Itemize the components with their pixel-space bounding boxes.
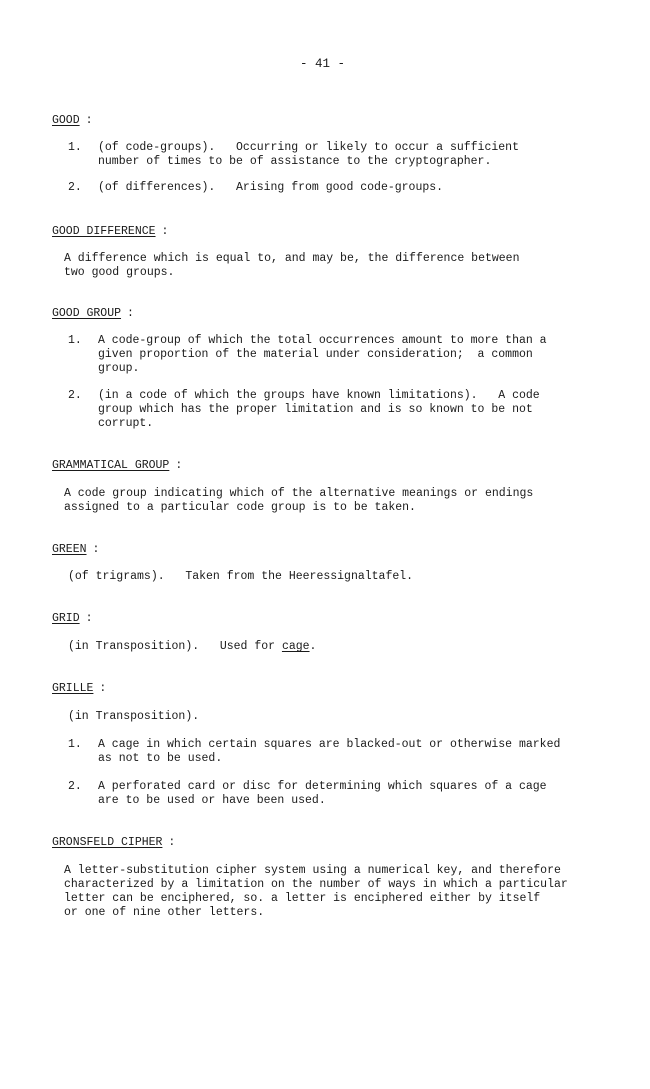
term-grille: GRILLE [52,682,94,695]
numbered-item [68,738,560,751]
definition-line: A difference which is equal to, and may be, the difference between [64,252,520,265]
term-good: GOOD [52,114,80,127]
numbered-item [68,334,547,347]
numbered-item [68,141,519,154]
term-gronsfeld-cipher: GRONSFELD CIPHER [52,836,163,849]
item-line: A code-group of which the total occurrences amount to more than a [98,334,547,347]
item-line: are to be used or have been used. [98,794,326,807]
item-line: (in a code of which the groups have known limitations). A code [98,389,540,402]
item-number: 2. [68,780,82,793]
item-line: as not to be used. [98,752,223,765]
definition-line [68,640,316,653]
term-grid: GRID [52,612,80,625]
numbered-item [68,389,540,402]
definition-line: or one of nine other letters. [64,906,265,919]
item-line: group. [98,362,140,375]
definition-line: two good groups. [64,266,175,279]
definition-line: letter can be enciphered, so. a letter is enciphered either by itself [64,892,541,905]
definition-line: (in Transposition). [68,710,200,723]
definition-line: A letter-substitution cipher system using a numerical key, and therefore [64,864,561,877]
item-number: 2. [68,389,82,402]
definition-line: A code group indicating which of the alternative meanings or endings [64,487,534,500]
term-heading: GRILLE : [52,682,107,695]
numbered-item [68,181,443,194]
item-number: 2. [68,181,82,194]
item-line: corrupt. [98,417,154,430]
item-number: 1. [68,334,82,347]
definition-line: characterized by a limitation on the number of ways in which a particular [64,878,568,891]
term-heading: GRAMMATICAL GROUP : [52,459,183,472]
definition-line: assigned to a particular code group is to be taken. [64,501,416,514]
item-line: number of times to be of assistance to the cryptographer. [98,155,492,168]
term-heading: GOOD : [52,114,93,127]
term-grammatical-group: GRAMMATICAL GROUP [52,459,170,472]
term-good-group: GOOD GROUP [52,307,122,320]
term-heading: GRID : [52,612,93,625]
term-green: GREEN [52,543,87,556]
cross-reference-cage: cage [281,640,310,653]
definition-text: (in Transposition). Used for [68,640,282,653]
item-line: (of code-groups). Occurring or likely to occur a sufficient [98,141,519,154]
item-line: A perforated card or disc for determining which squares of a cage [98,780,547,793]
term-heading: GREEN : [52,543,100,556]
item-number: 1. [68,141,82,154]
item-line: group which has the proper limitation and is so known to be not [98,403,533,416]
item-line: (of differences). Arising from good code-groups. [98,181,444,194]
term-heading: GOOD GROUP : [52,307,134,320]
term-good-difference: GOOD DIFFERENCE [52,225,156,238]
item-line: given proportion of the material under consideration; a common [98,348,533,361]
page-number: - 41 - [300,57,346,71]
term-heading: GOOD DIFFERENCE : [52,225,169,238]
item-line: A cage in which certain squares are blacked-out or otherwise marked [98,738,561,751]
definition-line: (of trigrams). Taken from the Heeressignaltafel. [68,570,414,583]
item-number: 1. [68,738,82,751]
definition-text-end: . [309,640,317,653]
term-heading: GRONSFELD CIPHER : [52,836,176,849]
numbered-item [68,780,547,793]
